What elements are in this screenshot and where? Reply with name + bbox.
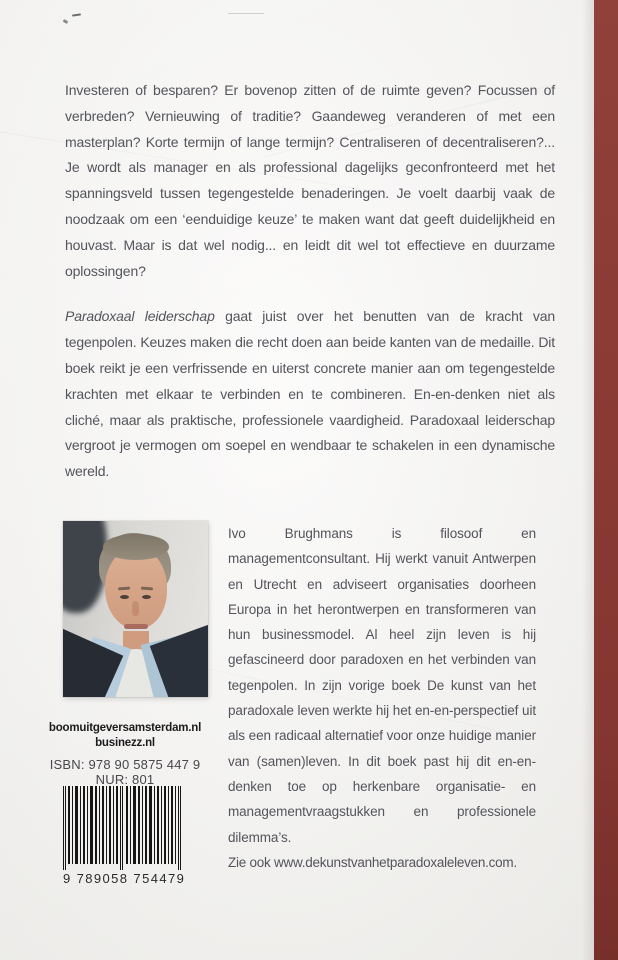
author-photo: [63, 521, 208, 697]
synopsis-paragraph: [65, 304, 555, 485]
intro-paragraph: Investeren of besparen? Er bovenop zitten of de ruimte geven? Focussen of verbreden? Vernieuwing of traditie? Gaandeweg veranderen of met een masterplan? Korte termijn of lange termijn? Centraliseren of decentraliseren?... Je wordt als manager en als professional dagelijks geconfronteerd met het spanningsveld tussen tegengestelde benaderingen. Je voelt daarbij vaak de noodzaak om een ‘eenduidige keuze’ te maken want dat geeft duidelijkheid en houvast. Maar is dat wel nodig... en leidt dit wel tot effectieve en duurzame oplossingen?: [65, 82, 555, 279]
photo-eye-shape: [142, 595, 151, 599]
nur-code: NUR: 801: [95, 771, 155, 787]
ean-barcode: [63, 786, 186, 886]
publisher-site-secondary: businezz.nl: [95, 737, 155, 749]
publisher-block: [40, 721, 210, 751]
photo-hairline-shape: [103, 534, 169, 560]
isbn-number: ISBN: 978 90 5875 447 9: [49, 757, 201, 772]
see-also-period: .: [513, 854, 517, 870]
photo-nose-shape: [132, 601, 139, 616]
photo-eye-shape: [120, 595, 129, 599]
bio-text: werkte hij het en-en-perspectief uit als een radicaal alternatief voor onze huidige manier van (samen)leven. In dit boek past hij dit en-en-denken toe op herkenbare organisatie- en managementvraagstukken en professionele dilemma’s.: [228, 703, 536, 845]
book-spine: [594, 0, 618, 960]
photo-mouth-shape: [124, 624, 148, 629]
website-url: www.dekunstvanhetparadoxaleleven.com: [274, 854, 514, 870]
barcode-digits: 9 789058 754479: [63, 871, 186, 886]
isbn-block: [40, 758, 210, 787]
author-bio-paragraph: [228, 521, 536, 850]
author-name: Ivo Brughmans: [228, 525, 353, 541]
publisher-site-primary: boomuitgeversamsterdam.nl: [48, 722, 202, 734]
previous-book-title-italic: De kunst van het paradoxale leven: [228, 677, 536, 719]
barcode-bars: [63, 786, 182, 870]
book-title-italic: Paradoxaal leiderschap: [65, 308, 215, 325]
author-bio-column: [228, 521, 536, 875]
see-also-label: Zie ook: [228, 854, 275, 870]
see-also-line: [228, 850, 536, 875]
synopsis-text: gaat juist over het benutten van de kracht van tegenpolen. Keuzes maken die recht doen aan beide kanten van de medaille. Dit boek reikt je een verfrissende en uiterst concrete manier aan om tegengestelde krachten met elkaar te verbinden en te combineren. En-en-denken niet als cliché, maar als praktische, professionele vaardigheid. Paradoxaal leiderschap vergroot je vermogen om soepel en wendbaar te schakelen in een dynamische wereld.: [65, 308, 555, 480]
bio-text: is filosoof en managementconsultant. Hij werkt vanuit Antwerpen en Utrecht en adviseert organisaties doorheen Europa in het herontwerpen en transformeren van hun businessmodel. Al heel zijn leven is hij gefascineerd door paradoxen en het verbinden van tegenpolen. In zijn vorige boek: [228, 525, 536, 693]
